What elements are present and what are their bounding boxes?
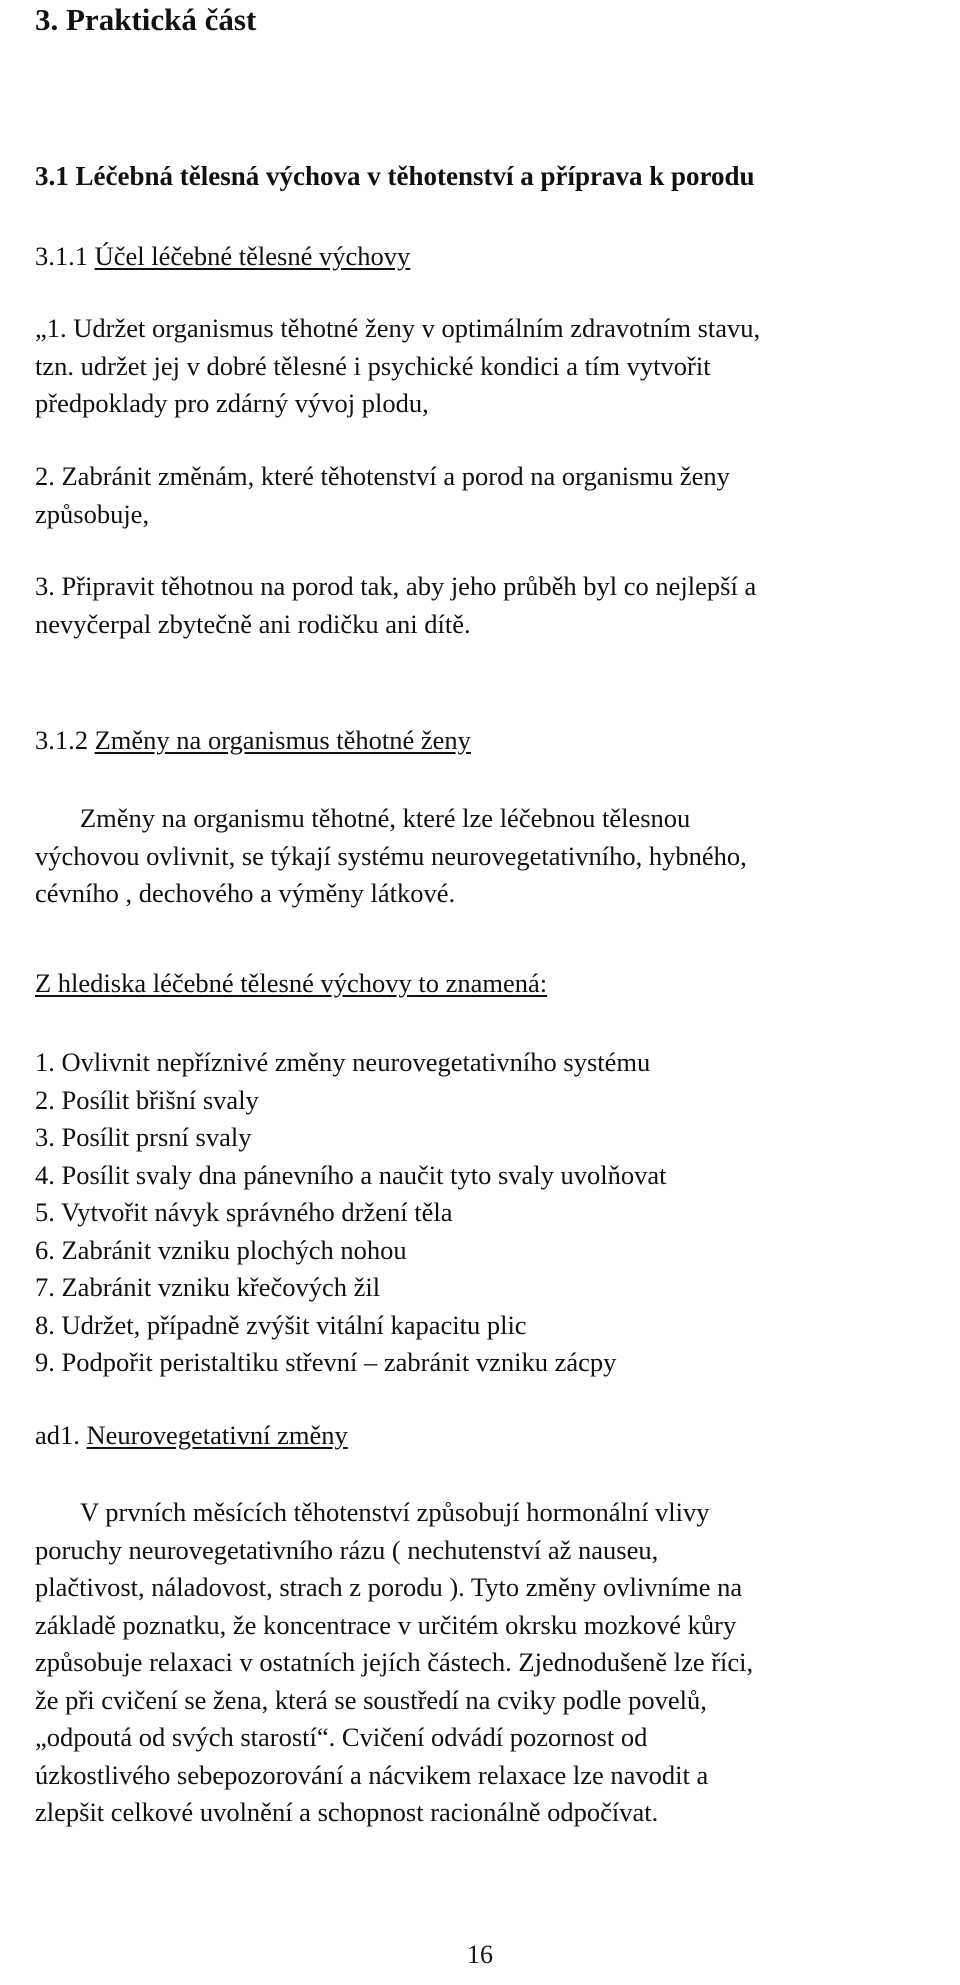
text-line: 2. Zabránit změnám, které těhotenství a porod na organismu ženy [35,461,730,491]
list-heading: Z hlediska léčebné tělesné výchovy to znamená: [35,968,548,998]
subsection-heading-3-1-2 [35,722,471,760]
text-line: poruchy neurovegetativního rázu ( nechutenství až nauseu, [35,1534,659,1565]
text-line: „odpoutá od svých starostí“. Cvičení odvádí pozornost od [35,1722,648,1752]
subsection-heading-3-1-1 [35,238,410,276]
changes-paragraph [35,800,747,913]
text-line: cévního , dechového a výměny látkové. [35,878,456,908]
list-item: 7. Zabránit vzniku křečových žil [35,1272,381,1302]
ad1-title: Neurovegetativní změny [86,1420,348,1450]
text-line: Změny na organismu těhotné, které lze léčebnou tělesnou [80,803,691,833]
purpose-point-1 [35,310,760,423]
subsection-title: Účel léčebné tělesné výchovy [94,241,411,271]
text-line: nevyčerpal zbytečně ani rodičku ani dítě. [35,608,471,639]
list-item: 4. Posílit svaly dna pánevního a naučit tyto svaly uvolňovat [35,1159,667,1190]
text-line: výchovou ovlivnit, se týkají systému neurovegetativního, hybného, [35,840,747,871]
subsection-number: 3.1.1 [35,241,88,271]
text-line: předpoklady pro zdárný vývoj plodu, [35,388,429,418]
text-line: 3. Připravit těhotnou na porod tak, aby jeho průběh byl co nejlepší a [35,571,757,601]
subsection-title: Změny na organismus těhotné ženy [94,725,471,755]
text-line: způsobuje relaxaci v ostatních jejích částech. Zjednodušeně lze říci, [35,1647,754,1677]
purpose-point-2 [35,458,730,533]
list-item: 1. Ovlivnit nepříznivé změny neurovegetativního systému [35,1047,651,1077]
text-line: že při cvičení se žena, která se soustředí na cviky podle povelů, [35,1684,707,1715]
list-item: 5. Vytvořit návyk správného držení těla [35,1197,453,1227]
list-item: 2. Posílit břišní svaly [35,1084,259,1115]
purpose-point-3 [35,568,756,643]
page-number: 16 [467,1940,493,1969]
text-line: zlepšit celkové uvolnění a schopnost racionálně odpočívat. [35,1797,659,1827]
text-line: plačtivost, náladovost, strach z porodu ). Tyto změny ovlivníme na [35,1572,743,1602]
text-line: tzn. udržet jej v dobré tělesné i psychické kondici a tím vytvořit [35,350,711,381]
text-line: V prvních měsících těhotenství způsobují hormonální vlivy [80,1497,710,1527]
list-item: 3. Posílit prsní svaly [35,1122,252,1152]
goals-list [35,1044,667,1382]
text-line: úzkostlivého sebepozorování a nácvikem relaxace lze navodit a [35,1759,709,1790]
text-line: základě poznatku, že koncentrace v určitém okrsku mozkové kůry [35,1609,737,1640]
ad1-heading [35,1417,348,1455]
list-item: 9. Podpořit peristaltiku střevní – zabránit vzniku zácpy [35,1347,617,1377]
section-heading: 3.1 Léčebná tělesná výchova v těhotenství a příprava k porodu [35,161,755,191]
text-line: „1. Udržet organismus těhotné ženy v optimálním zdravotním stavu, [35,313,761,343]
list-item: 8. Udržet, případně zvýšit vitální kapacitu plic [35,1309,527,1340]
text-line: způsobuje, [35,498,150,529]
chapter-heading: 3. Praktická část [35,2,257,37]
ad1-paragraph [35,1494,754,1832]
subsection-number: 3.1.2 [35,725,88,755]
ad1-prefix: ad1. [35,1420,80,1450]
list-item: 6. Zabránit vzniku plochých nohou [35,1234,407,1265]
